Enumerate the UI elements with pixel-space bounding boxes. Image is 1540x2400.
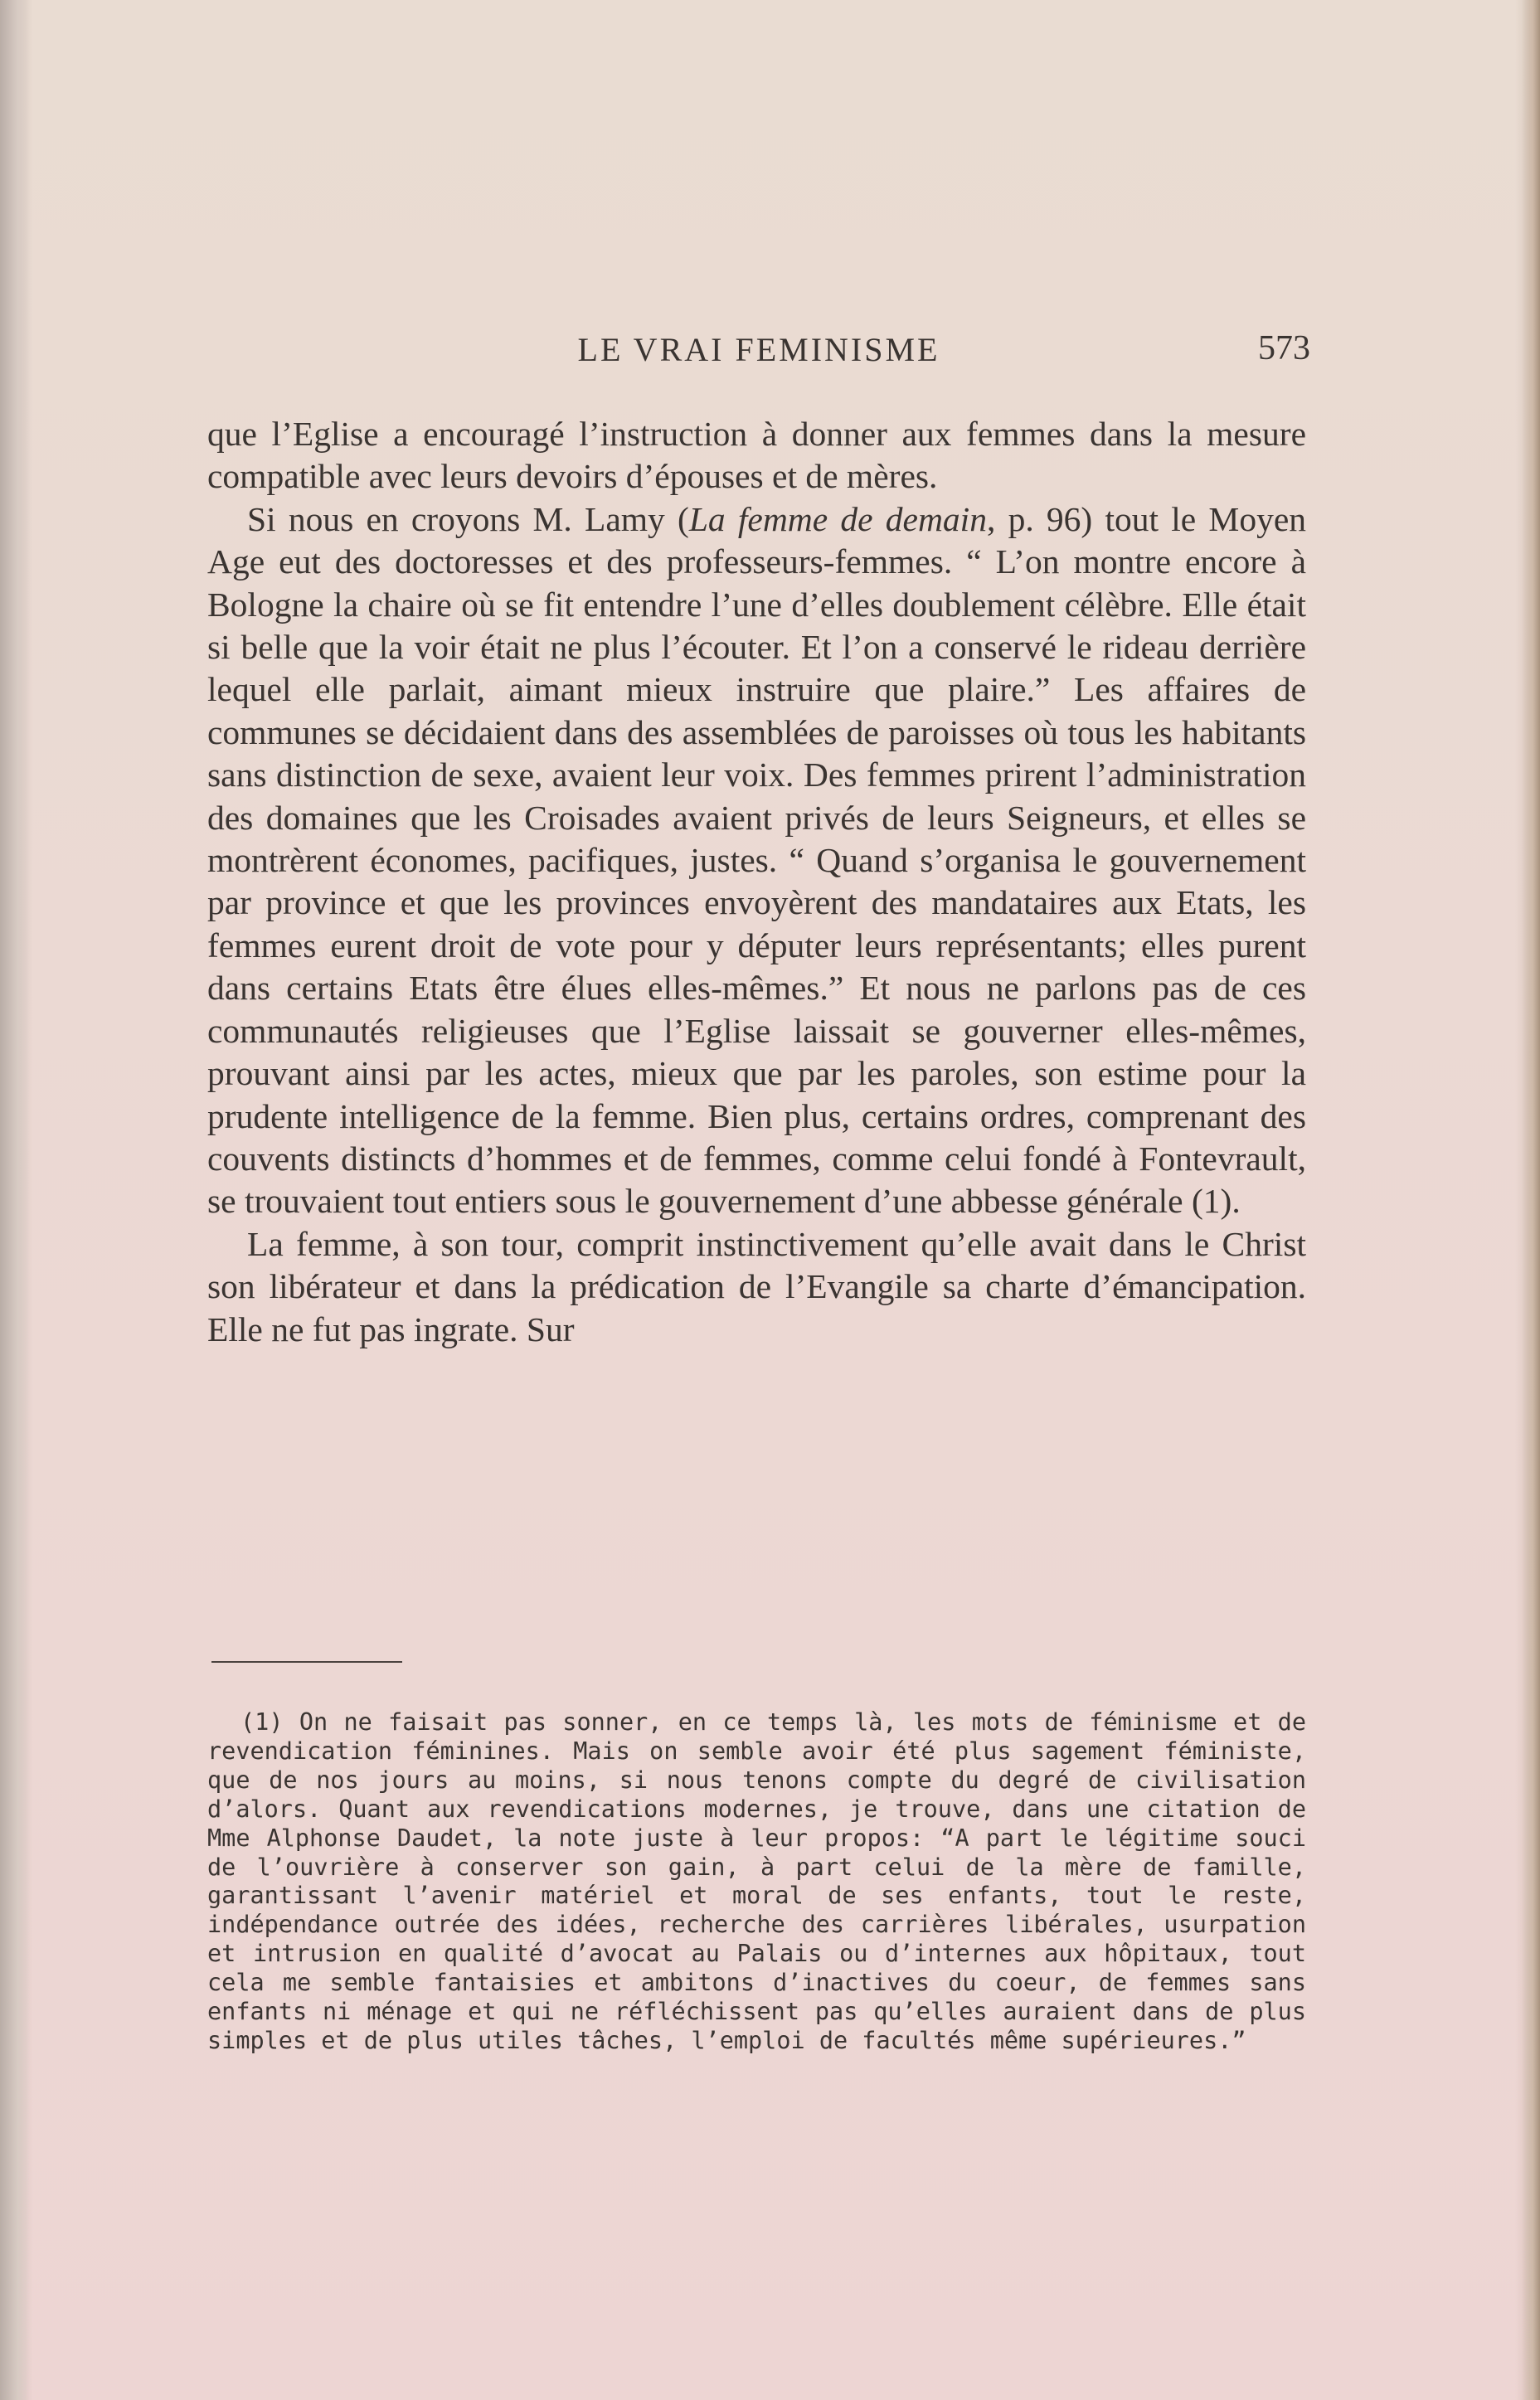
paragraph-2: [207, 498, 1306, 1223]
paragraph-1: que l’Eglise a encouragé l’instruction à donner aux femmes dans la mesure compatible avec leurs devoirs d’épouses et de mères.: [207, 415, 1306, 496]
running-head: [207, 322, 1310, 380]
running-title: LE VRAI FEMINISME: [577, 331, 940, 368]
page-number: 573: [1258, 329, 1310, 367]
body-text: [207, 413, 1306, 1351]
footnote-marker: (1): [240, 1708, 284, 1736]
footnote-text: On ne faisait pas sonner, en ce temps là, les mots de féminisme et de revendication féminines. Mais on semble avoir été plus sagement féministe, que de nos jours au moins, si nous tenons compte du degré de civilisation d’alors. Quant aux revendications modernes, je trouve, dans une citation de Mme Alphonse Daudet, la note juste à leur propos: “A part le légitime souci de l’ouvrière à conserver son gain, à part celui de la mère de famille, garantissant l’avenir matériel et moral de ses enfants, tout le reste, indépendance outrée des idées, recherche des carrières libérales, usurpation et intrusion en qualité d’avocat au Palais ou d’internes aux hôpitaux, tout cela me semble fantaisies et ambitons d’inactives du coeur, de femmes sans enfants ni ménage et qui ne réfléchissent pas qu’elles auraient dans de plus simples et de plus utiles tâches, l’emploi de facultés même supérieures.”: [207, 1708, 1306, 2054]
paragraph-3: La femme, à son tour, comprit instinctivement qu’elle avait dans le Christ son libérateur et dans la prédication de l’Evangile sa charte d’émancipation. Elle ne fut pas ingrate. Sur: [207, 1224, 1306, 1348]
book-title: La femme de demain: [688, 499, 987, 538]
page-left-edge-shadow: [0, 0, 30, 2400]
paragraph-2-rest: , p. 96) tout le Moyen Age eut des doctoresses et des professeurs-femmes. “ L’on montre encore à Bologne la chaire où se fit entendre l’une d’elles doublement célèbre. Elle était si belle que la voir était ne plus l’écouter. Et l’on a conservé le rideau derrière lequel elle parlait, aimant mieux instruire que plaire.” Les affaires de communes se décidaient dans des assemblées de paroisses où tous les habitants sans distinction de sexe, avaient leur voix. Des femmes prirent l’administration des domaines que les Croisades avaient privés de leurs Seigneurs, et elles se montrèrent économes, pacifiques, justes. “ Quand s’organisa le gouvernement par province et que les provinces envoyèrent des mandataires aux Etats, les femmes eurent droit de vote pour y députer leurs représentants; elles purent dans certains Etats être élues elles-mêmes.” Et nous ne parlons pas de ces communautés religieuses que l’Eglise laissait se gouverner elles-mêmes, prouvant ainsi par les actes, mieux que par les paroles, son estime pour la prudente intelligence de la femme. Bien plus, certains ordres, comprenant des couvents distincts d’hommes et de femmes, comme celui fondé à Fontevrault, se trouvaient tout entiers sous le gouvernement d’une abbesse générale (1).: [207, 499, 1306, 1221]
paragraph-2-start: Si nous en croyons M. Lamy (: [247, 499, 689, 538]
footnote: [207, 1708, 1306, 2056]
footnote-divider: [211, 1661, 402, 1663]
page-right-edge-shadow: [1522, 0, 1540, 2400]
